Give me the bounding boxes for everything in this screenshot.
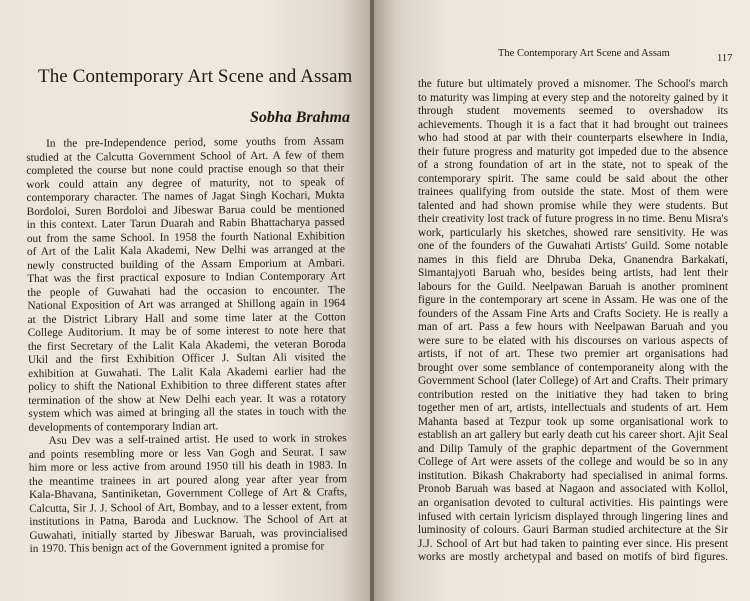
text-line: and points resembling more or less Van Gogh and Seurat. I saw: [28, 446, 347, 461]
text-line: contemporary character. The names of Jagat Singh Kochari, Mukta: [26, 189, 345, 205]
text-line: figure in the contemporary art scene in Assam. He was one of the: [418, 294, 728, 307]
text-line: completed the course but none could practise enough so that their: [26, 162, 345, 178]
text-line: their future progress and maturity got impeded due to the absence: [418, 145, 728, 158]
text-line: Simantajyoti Baruah who, besides being artists, had lent their: [418, 267, 728, 280]
text-line: man of art. Pass a few hours with Neelpawan Baruah and you: [418, 321, 728, 334]
text-line: That was the first practical exposure to Indian Contemporary Art: [27, 270, 346, 286]
text-line: an organisation devoted to cultural activities. His paintings were: [418, 496, 728, 509]
text-line: in this context. Later Tarun Duarah and Rabin Bhattacharya passed: [26, 216, 345, 232]
text-line: who had stood at par with their counterparts elsewhere in India,: [418, 132, 728, 145]
text-line: trainees qualifying from outside the state. Most of them were: [418, 186, 728, 199]
text-line: their creativity lost track of future progress in no time. Benu Misra's: [418, 213, 728, 226]
text-line: College Auditorium. It may be of some interest to note here that: [27, 324, 346, 340]
text-line: system which was aimed at bringing all the states in touch with the: [28, 405, 347, 421]
text-line: Guwahati, initially started by Jibeswar Baruah, was provincialised: [29, 527, 348, 542]
text-line: together men of art, artists, intellectuals and students of art. Hem: [418, 402, 728, 415]
text-line: establish an art gallery but early death cut his career short. Ajit Seal: [418, 429, 728, 442]
text-line: institutions in Patna, Baroda and Lucknow. The School of Art at: [29, 513, 348, 529]
running-head: The Contemporary Art Scene and Assam: [498, 48, 670, 59]
text-line: developments of contemporary Indian art.: [28, 420, 219, 434]
text-line: of a strong foundation of art in the state, not to speak of the: [418, 159, 728, 172]
author-name: Sobha Brahma: [249, 109, 350, 126]
text-line: luminosity of colours. Gauri Barman studied architecture at the Sir: [418, 524, 728, 537]
text-line: exhibition at Guwahati. The Lalit Kala Akademi earlier had the: [28, 364, 347, 380]
text-line: to maturity was limping at every step and the notoreity gained by it: [418, 91, 728, 104]
text-line: work could attain any degree of maturity, not to speak of: [26, 175, 345, 191]
chapter-title: The Contemporary Art Scene and Assam: [38, 66, 353, 87]
text-line: termination of the show at New Delhi each year. It was a rotatory: [28, 392, 347, 407]
text-line: College of Art were assets of the college and would be so in any: [418, 456, 728, 469]
right-page: [374, 0, 750, 601]
text-line: contribution rested on the initiative they had taken to bring: [418, 388, 728, 401]
text-line: Pronob Baruah was based at Nagaon and associated with Kollol,: [418, 483, 728, 496]
text-line: the first Secretary of the Lalit Kala Akademi, the veteran Boroda: [27, 337, 346, 353]
text-line: Mahanta based at Tezpur took up some organisational work to: [418, 415, 728, 428]
text-line: J.J. School of Art but had taken to painting ever since. His present: [418, 537, 728, 550]
text-line: in 1970. This benign act of the Government ignited a promise for: [29, 540, 325, 556]
text-line: and Dilip Tamuly of the graphic department of the Government: [418, 442, 728, 455]
text-line: out from the same School. In 1958 the fourth National Exhibition: [26, 229, 345, 245]
text-line: Ukil and the first Exhibition Officer J. Sultan Ali visited the: [27, 351, 346, 367]
text-line: In the pre-Independence period, some youths from Assam: [45, 135, 345, 150]
page-number: 117: [717, 53, 733, 64]
text-line: policy to shift the National Exhibition to three different states after: [28, 378, 347, 394]
text-line: the meantime trainees in art poured along year after year from: [28, 473, 348, 488]
text-line: the future but ultimately proved a misnomer. The School's march: [418, 78, 728, 90]
text-line: institution. Bikash Chakraborty had specialised in animal forms.: [418, 469, 728, 482]
text-line: Calcutta, Sir J. J. School of Art, Bombay, and to a lesser extent, from: [29, 500, 348, 515]
text-line: talented and had shown promise while they were students. But: [418, 199, 728, 212]
text-line: founders of the Assam Fine Arts and Crafts Society. He is really a: [418, 307, 728, 320]
text-line: were sure to be elated with his discourses on various aspects of: [418, 334, 728, 347]
text-line: newly constructed building of the Assam Emporium at Ambari.: [27, 256, 346, 272]
text-line: work, particularly his sketches, showed rare sensitivity. He was: [418, 226, 728, 239]
text-line: brought over some semblance of contemporaneity along with the: [418, 361, 728, 374]
text-line: the people of Guwahati had the occasion to encounter. The: [27, 283, 346, 299]
text-line: names in this field are Dhruba Deka, Gnanendra Barkakati,: [418, 253, 728, 266]
text-line: works are mostly archetypal and based on motifs of bird figures.: [418, 551, 728, 564]
left-page-body-text: [26, 135, 348, 557]
text-line: studied at the Calcutta Government School of Art. A few of them: [26, 148, 345, 164]
text-line: Asu Dev was a self-trained artist. He used to work in strokes: [48, 432, 347, 448]
text-line: infused with certain lyricism displayed through lingering lines and: [418, 510, 728, 523]
text-line: one of the founders of the Guwahati Artists' Guild. Some notable: [418, 240, 728, 253]
text-line: Bordoloi, Suren Bordoloi and Jibeswar Barua could be mentioned: [26, 202, 345, 218]
text-line: achievements. Though it is a fact that it had brought out trainees: [418, 118, 728, 131]
text-line: of Art of the Lalit Kala Akademi, New Delhi was arranged at the: [26, 243, 346, 259]
text-line: National Exposition of Art was arranged at Shillong again in 1964: [27, 297, 346, 313]
text-line: artists, if not of art. These two premier art organisations had: [418, 348, 728, 361]
left-page: [0, 0, 372, 601]
right-page-body-text: [418, 78, 728, 565]
text-line: Government School (later College) of Art and Crafts. Their primary: [418, 375, 728, 388]
text-line: at the District Library Hall and some time later at the Cotton: [27, 310, 346, 326]
text-line: him more or less active from around 1950 till his death in 1983. In: [28, 459, 347, 475]
text-line: contemporary spirit. The same could be said about the other: [418, 172, 728, 185]
text-line: Kala-Bhavana, Santiniketan, Government College of Art & Crafts,: [29, 486, 348, 502]
text-line: through student movements seemed to overshadow its: [418, 105, 728, 118]
text-line: labours for the Guild. Neelpawan Baruah is another prominent: [418, 280, 728, 293]
